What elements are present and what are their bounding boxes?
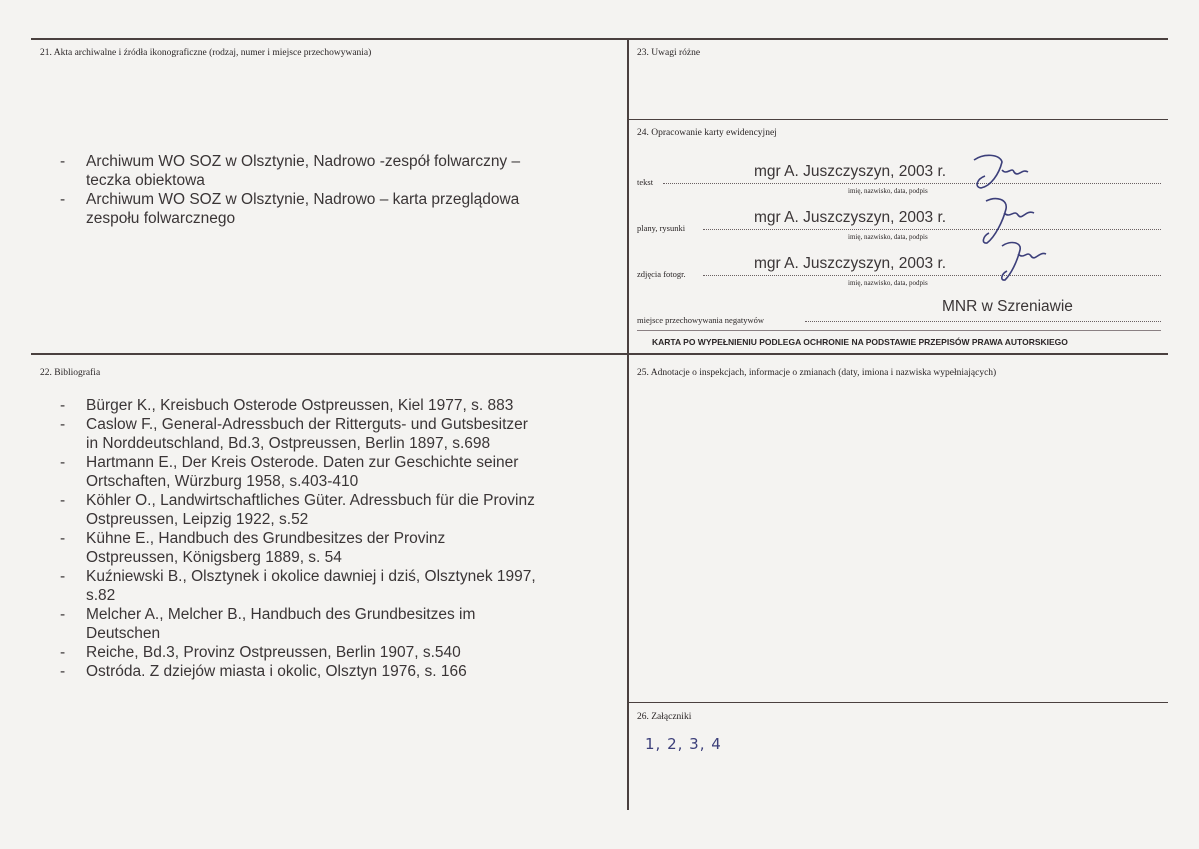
section-21-title: 21. Akta archiwalne i źródła ikonograficzne (rodzaj, numer i miejsce przechowywania) (40, 48, 372, 58)
bibliography-item: - Kuźniewski B., Olsztynek i okolice dawniej i dziś, Olsztynek 1997, s.82 (60, 568, 536, 604)
copyright-rule (637, 330, 1161, 331)
field-label: zdjęcia fotogr. (637, 269, 686, 279)
bibliography-item: - Caslow F., General-Adressbuch der Ritterguts- und Gutsbesitzer in Norddeutschland, Bd.3, Ostpreussen, Berlin 1897, s.698 (60, 416, 528, 452)
field-photos-author (637, 239, 1161, 287)
archival-source-item: - Archiwum WO SOZ w Olsztynie, Nadrowo – karta przeglądowa zespołu folwarcznego (60, 191, 520, 227)
section-26-title: 26. Załączniki (637, 712, 692, 722)
field-label: plany, rysunki (637, 223, 686, 233)
middle-horizontal-divider (31, 353, 1168, 355)
signature-3 (996, 238, 1048, 284)
field-label: tekst (637, 177, 654, 187)
field-value: mgr A. Juszczyszyn, 2003 r. (754, 255, 947, 272)
archival-sources-list (60, 152, 600, 228)
top-border (31, 38, 1168, 40)
field-value: mgr A. Juszczyszyn, 2003 r. (754, 209, 947, 226)
attachments-value: 1, 2, 3, 4 (645, 735, 722, 753)
field-label: miejsce przechowywania negatywów (637, 315, 764, 325)
signature-1 (968, 150, 1034, 195)
section-23-title: 23. Uwagi różne (637, 48, 701, 58)
bibliography-item: - Bürger K., Kreisbuch Osterode Ostpreussen, Kiel 1977, s. 883 (60, 397, 514, 414)
section-22-title: 22. Bibliografia (40, 368, 101, 378)
field-negatives-location (637, 285, 1161, 325)
field-value: MNR w Szreniawie (942, 298, 1073, 315)
section-25-26-divider (628, 702, 1168, 703)
bibliography-item: - Reiche, Bd.3, Provinz Ostpreussen, Berlin 1907, s.540 (60, 644, 461, 661)
field-value: mgr A. Juszczyszyn, 2003 r. (754, 163, 947, 180)
bibliography-item: - Ostróda. Z dziejów miasta i okolic, Olsztyn 1976, s. 166 (60, 663, 467, 680)
bibliography-item: - Melcher A., Melcher B., Handbuch des Grundbesitzes im Deutschen (60, 606, 476, 642)
archival-source-item: - Archiwum WO SOZ w Olsztynie, Nadrowo -zespół folwarczny – teczka obiektowa (60, 153, 521, 189)
bibliography-list (60, 396, 600, 681)
section-23-24-divider (628, 119, 1168, 120)
field-text-author (637, 147, 1161, 195)
field-hint: imię, nazwisko, data, podpis (848, 187, 928, 195)
field-plans-author (637, 193, 1161, 241)
section-25-title: 25. Adnotacje o inspekcjach, informacje o zmianach (daty, imiona i nazwiska wypełniających) (637, 368, 997, 378)
copyright-note: KARTA PO WYPEŁNIENIU PODLEGA OCHRONIE NA PODSTAWIE PRZEPISÓW PRAWA AUTORSKIEGO (652, 337, 1068, 347)
center-vertical-divider (627, 38, 629, 810)
section-24-title: 24. Opracowanie karty ewidencyjnej (637, 128, 777, 138)
bibliography-item: - Köhler O., Landwirtschaftliches Güter. Adressbuch für die Provinz Ostpreussen, Leipzig 1922, s.52 (60, 492, 535, 528)
bibliography-item: - Kühne E., Handbuch des Grundbesitzes der Provinz Ostpreussen, Königsberg 1889, s. 54 (60, 530, 446, 566)
field-hint: imię, nazwisko, data, podpis (848, 279, 928, 287)
bibliography-item: - Hartmann E., Der Kreis Osterode. Daten zur Geschichte seiner Ortschaften, Würzburg 1958, s.403-410 (60, 454, 519, 490)
field-hint: imię, nazwisko, data, podpis (848, 233, 928, 241)
